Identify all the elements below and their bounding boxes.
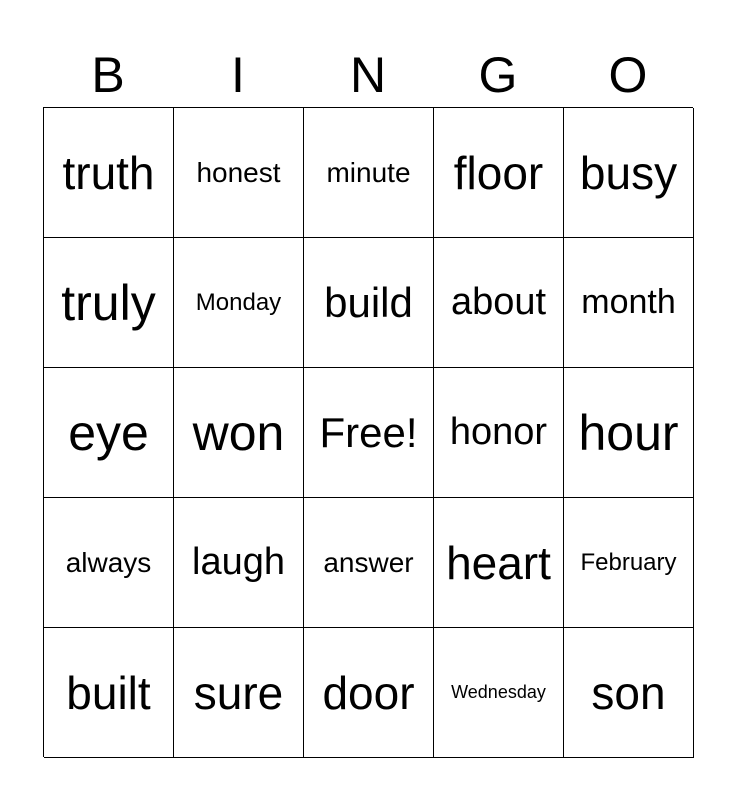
bingo-cell: truth	[44, 108, 174, 238]
bingo-cell: busy	[564, 108, 694, 238]
bingo-cell: door	[304, 628, 434, 758]
bingo-cell: honor	[434, 368, 564, 498]
bingo-cell: Monday	[174, 238, 304, 368]
bingo-header	[43, 44, 693, 106]
bingo-cell: truly	[44, 238, 174, 368]
bingo-cell: built	[44, 628, 174, 758]
bingo-cell: eye	[44, 368, 174, 498]
bingo-cell: Wednesday	[434, 628, 564, 758]
bingo-grid	[43, 107, 693, 757]
bingo-cell free-space: Free!	[304, 368, 434, 498]
bingo-cell: February	[564, 498, 694, 628]
bingo-cell: won	[174, 368, 304, 498]
header-letter-i: I	[231, 47, 245, 103]
bingo-cell: floor	[434, 108, 564, 238]
bingo-cell: about	[434, 238, 564, 368]
bingo-cell: minute	[304, 108, 434, 238]
header-letter-b: B	[91, 47, 125, 103]
bingo-cell: honest	[174, 108, 304, 238]
bingo-cell: always	[44, 498, 174, 628]
bingo-cell: heart	[434, 498, 564, 628]
header-letter-n: N	[349, 47, 387, 103]
bingo-cell: sure	[174, 628, 304, 758]
header-letter-g: G	[478, 47, 518, 103]
bingo-cell: build	[304, 238, 434, 368]
header-letter-o: O	[608, 47, 648, 103]
bingo-cell: son	[564, 628, 694, 758]
bingo-cell: laugh	[174, 498, 304, 628]
bingo-cell: month	[564, 238, 694, 368]
bingo-cell: answer	[304, 498, 434, 628]
bingo-cell: hour	[564, 368, 694, 498]
